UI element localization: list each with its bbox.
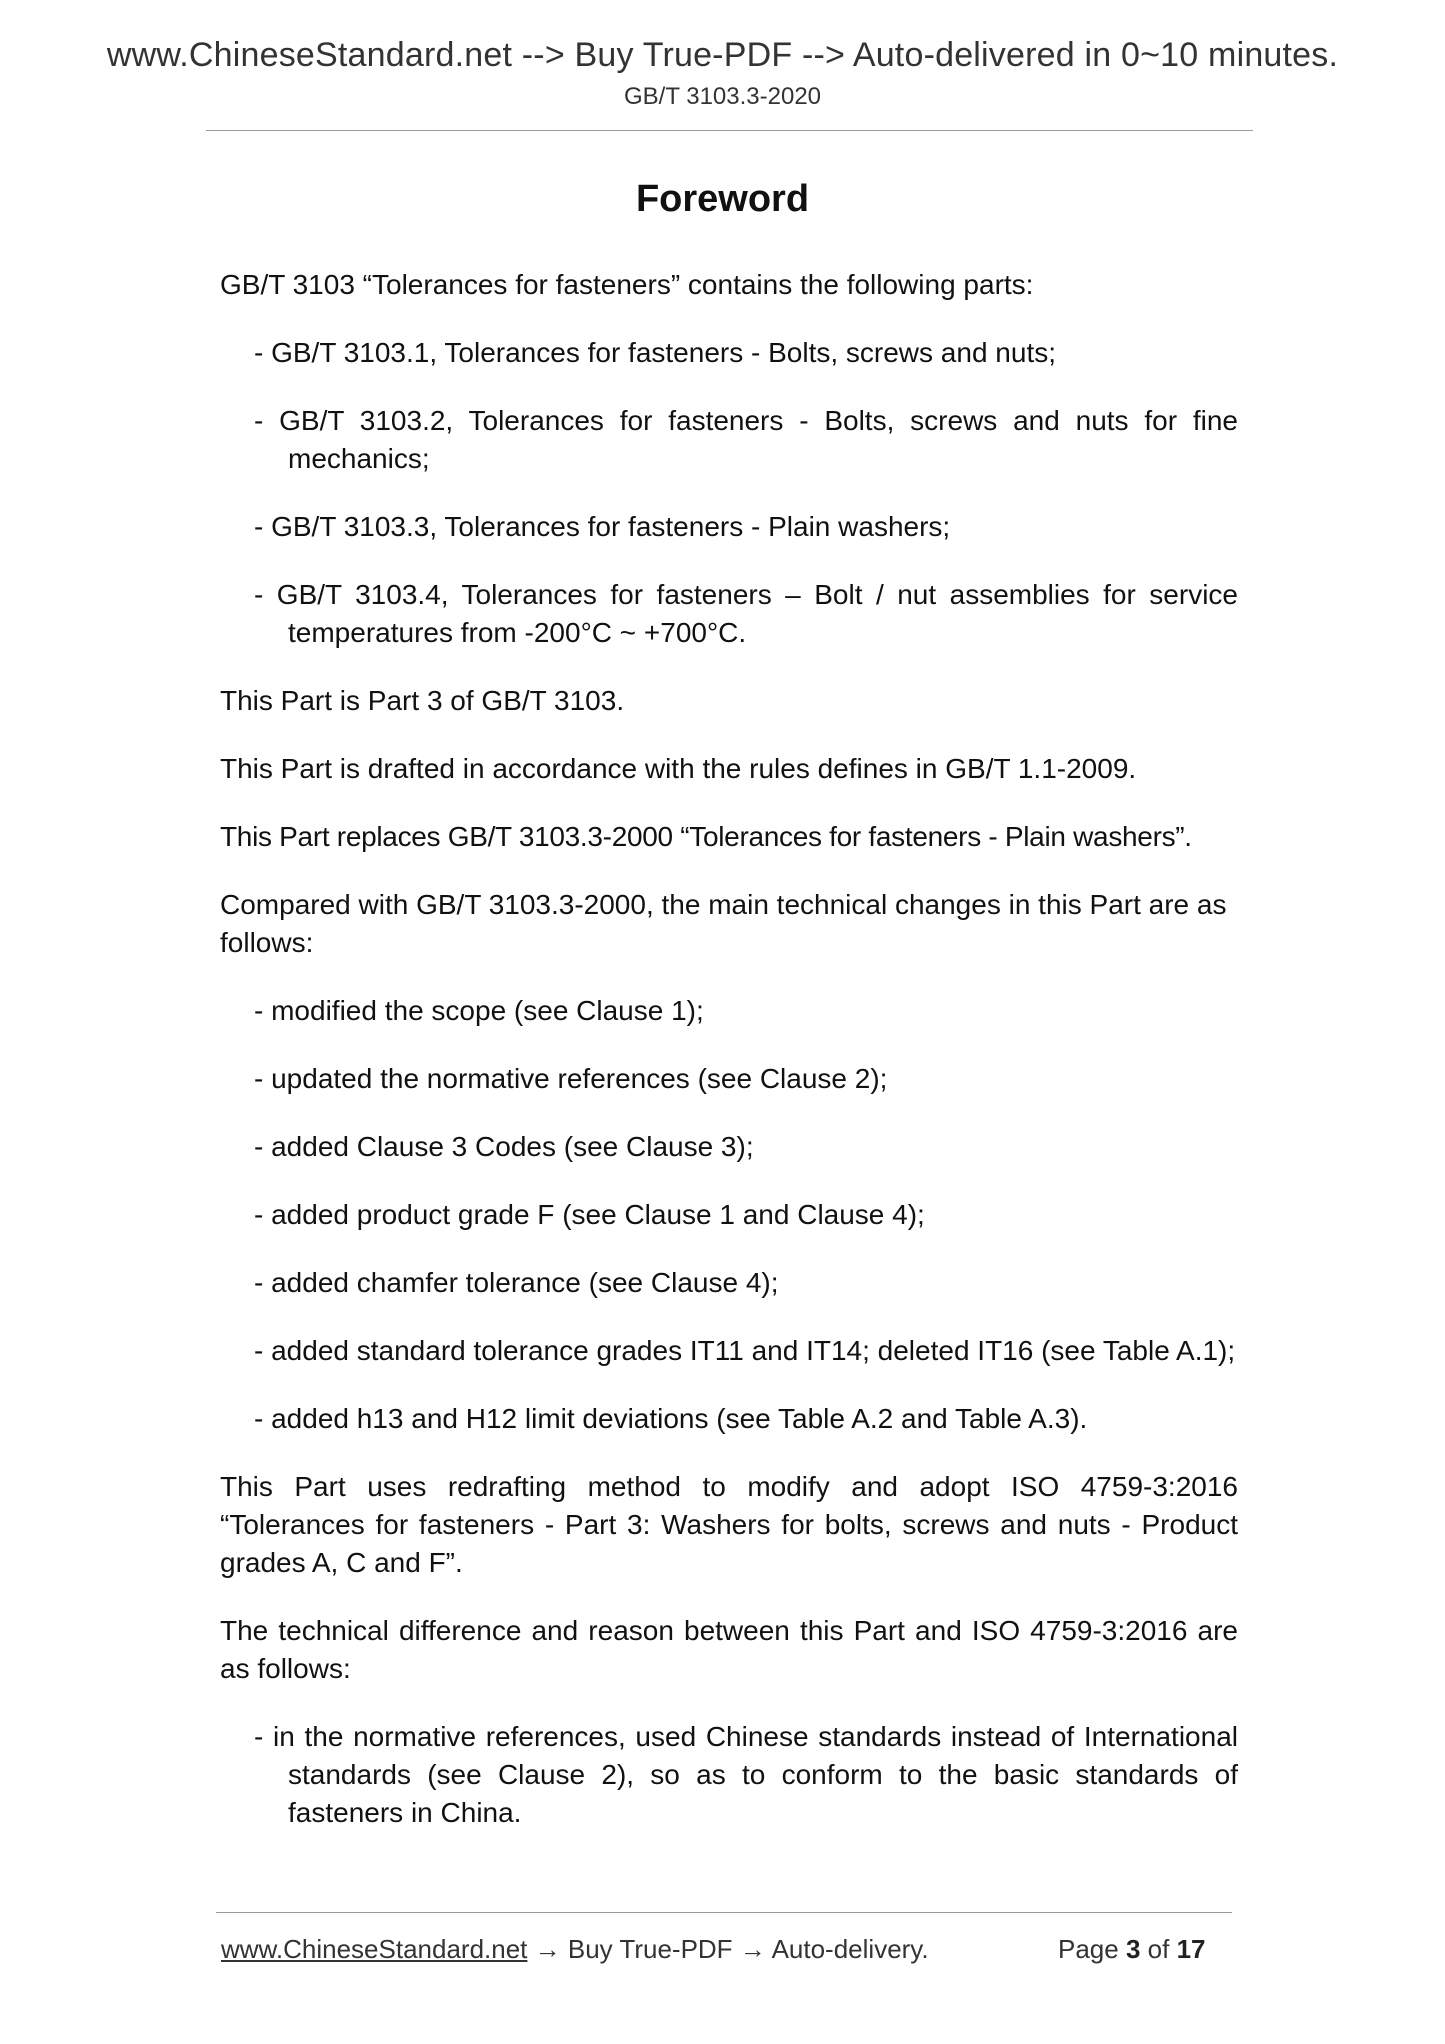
page-title: Foreword bbox=[635, 178, 810, 220]
page-total: 17 bbox=[1176, 1934, 1206, 1964]
difference-paragraph: The technical difference and reason between this Part and ISO 4759-3:2016 are as follows: bbox=[220, 1615, 1238, 1684]
foreword-content bbox=[220, 266, 1238, 1862]
header-banner: www.ChineseStandard.net --> Buy True-PDF --> Auto-delivered in 0~10 minutes. bbox=[106, 36, 1339, 74]
page-of-label: of bbox=[1147, 1934, 1170, 1964]
page-current: 3 bbox=[1125, 1934, 1141, 1964]
list-item-change-4: - added product grade F (see Clause 1 and Clause 4); bbox=[254, 1199, 925, 1230]
part-number-paragraph: This Part is Part 3 of GB/T 3103. bbox=[220, 685, 625, 716]
footer-promo bbox=[221, 1934, 929, 1965]
header-divider bbox=[206, 130, 1253, 131]
replaces-paragraph: This Part replaces GB/T 3103.3-2000 “Tolerances for fasteners - Plain washers”. bbox=[220, 821, 1192, 852]
footer-divider bbox=[216, 1912, 1232, 1913]
list-item-part-2: - GB/T 3103.2, Tolerances for fasteners - Bolts, screws and nuts for fine mechanics; bbox=[254, 405, 1238, 474]
page-indicator bbox=[1058, 1934, 1206, 1965]
footer-website-link[interactable]: www.ChineseStandard.net bbox=[221, 1934, 528, 1964]
footer-promo-text: → Buy True-PDF → Auto-delivery. bbox=[527, 1934, 929, 1964]
list-item-part-3: - GB/T 3103.3, Tolerances for fasteners - Plain washers; bbox=[254, 511, 951, 542]
list-item-change-7: - added h13 and H12 limit deviations (see Table A.2 and Table A.3). bbox=[254, 1403, 1088, 1434]
list-item-difference-1: - in the normative references, used Chinese standards instead of International standards (see Clause 2), so as to conform to the basic standards of fasteners in China. bbox=[254, 1721, 1238, 1828]
drafted-paragraph: This Part is drafted in accordance with the rules defines in GB/T 1.1-2009. bbox=[220, 753, 1137, 784]
adopt-paragraph: This Part uses redrafting method to modify and adopt ISO 4759-3:2016 “Tolerances for fasteners - Part 3: Washers for bolts, screws and nuts - Product grades A, C and F”. bbox=[220, 1471, 1238, 1578]
list-item-change-6: - added standard tolerance grades IT11 and IT14; deleted IT16 (see Table A.1); bbox=[254, 1335, 1236, 1366]
list-item-part-1: - GB/T 3103.1, Tolerances for fasteners - Bolts, screws and nuts; bbox=[254, 337, 1057, 368]
list-item-part-4: - GB/T 3103.4, Tolerances for fasteners – Bolt / nut assemblies for service temperatures from -200°C ~ +700°C. bbox=[254, 579, 1238, 648]
page-label: Page bbox=[1058, 1934, 1119, 1964]
list-item-change-5: - added chamfer tolerance (see Clause 4); bbox=[254, 1267, 779, 1298]
document-code: GB/T 3103.3-2020 bbox=[623, 83, 822, 110]
list-item-change-3: - added Clause 3 Codes (see Clause 3); bbox=[254, 1131, 754, 1162]
list-item-change-1: - modified the scope (see Clause 1); bbox=[254, 995, 704, 1026]
compared-paragraph: Compared with GB/T 3103.3-2000, the main technical changes in this Part are as follows: bbox=[220, 889, 1227, 958]
intro-paragraph: GB/T 3103 “Tolerances for fasteners” contains the following parts: bbox=[220, 269, 1034, 300]
list-item-change-2: - updated the normative references (see Clause 2); bbox=[254, 1063, 888, 1094]
